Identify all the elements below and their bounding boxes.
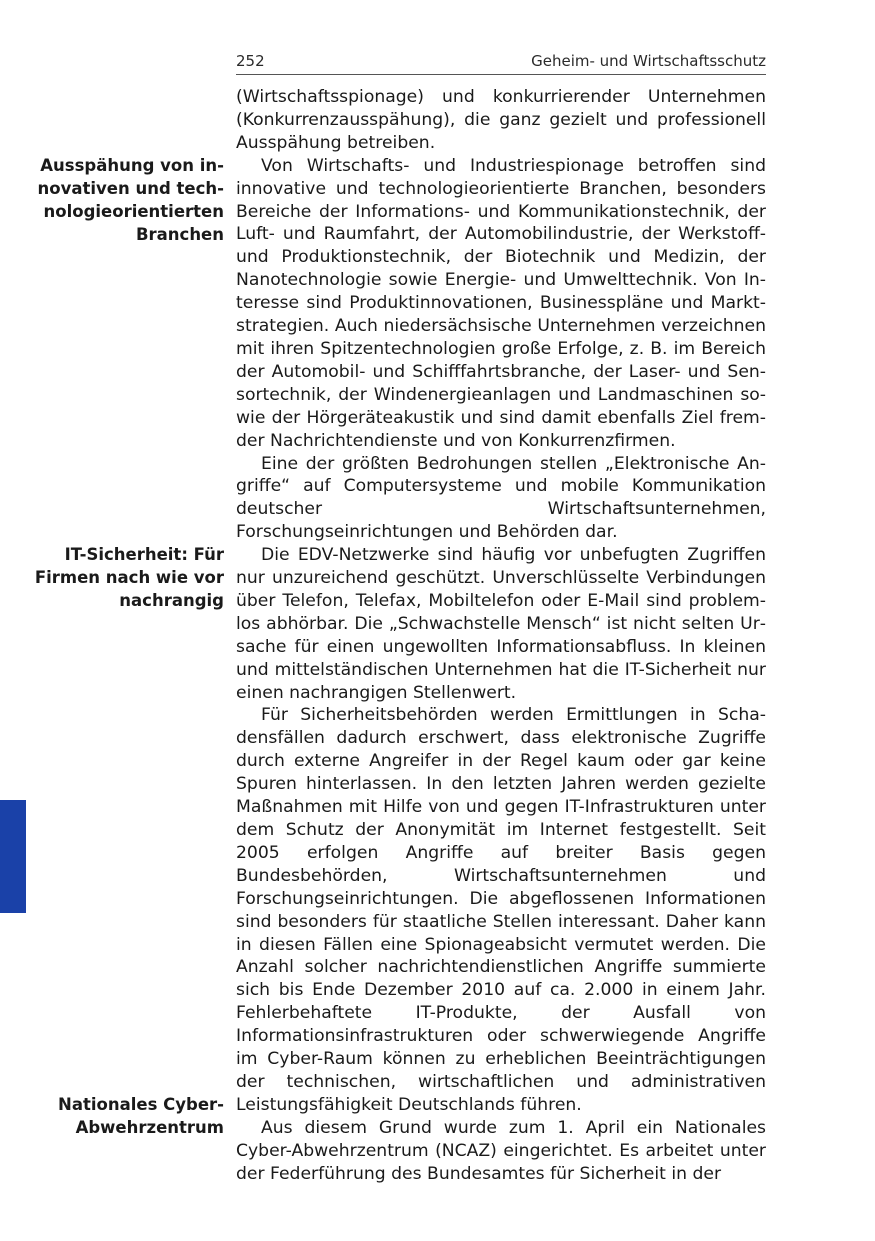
margin-note-cyber-center: Nationales Cyber-Abwehrzentrum [58, 1095, 224, 1137]
margin-note-innovation: Ausspähung von innovativen und technologieorientierten Branchen [37, 156, 224, 244]
running-header [236, 50, 766, 75]
paragraph: Für Sicherheitsbehörden werden Ermittlungen in Schadensfällen dadurch erschwert, dass elektronische Zugriffe durch externe Angreifer in der Regel kaum oder gar keine Spuren hinterlassen. In den letzten Jahren werden gezielte Maßnahmen mit Hilfe von und gegen IT-Infrastrukturen unter dem Schutz der Anonymität im Internet festgestellt. Seit 2005 erfolgen Angriffe auf breiter Basis gegen Bundesbehörden, Wirtschaftsunternehmen und Forschungseinrichtungen. Die abgeflossenen Informationen sind besonders für staatliche Stellen interessant. Daher kann in diesen Fällen eine Spionageabsicht vermutet werden. Die Anzahl solcher nachrichtendienstlichen Angriffe summierte sich bis Ende Dezember 2010 auf ca. 2.000 in einem Jahr. Fehlerbehaftete IT-Produkte, der Ausfall von Informationsinfrastrukturen oder schwerwiegende Angriffe im Cyber-Raum können zu erheblichen Beeinträchtigungen der technischen, wirtschaftlichen und administrativen Leistungsfähigkeit Deutschlands führen. [236, 705, 766, 1115]
paragraph: Eine der größten Bedrohungen stellen „Elektronische Angriffe“ auf Computersysteme und mobile Kommunikation deutscher Wirtschaftsunternehmen, Forschungseinrichtungen und Behörden dar. [236, 453, 766, 543]
body-text [236, 86, 766, 1186]
chapter-tab-marker [0, 800, 26, 913]
paragraph: Aus diesem Grund wurde zum 1. April ein Nationales Cyber-Abwehrzentrum (NCAZ) eingerichtet. Es arbeitet unter der Federführung des Bundesamtes für Sicherheit in der [236, 1117, 766, 1184]
paragraph: Die EDV-Netzwerke sind häufig vor unbefugten Zugriffen nur unzureichend geschützt. Unverschlüsselte Verbindungen über Telefon, Telefax, Mobiltelefon oder E-Mail sind problemlos abhörbar. Die „Schwachstelle Mensch“ ist nicht selten Ursache für einen ungewollten Informationsabfluss. In kleinen und mittelständischen Unternehmen hat die IT-Sicherheit nur einen nachrangigen Stellenwert. [236, 545, 766, 703]
paragraph: Von Wirtschafts- und Industriespionage betroffen sind innovative und technologieorientierte Branchen, besonders Bereiche der Informations- und Kommunikationstechnik, der Luft- und Raumfahrt, der Automobilindustrie, der Werkstoff- und Produktionstechnik, der Biotechnik und Medizin, der Nanotechnologie sowie Energie- und Umwelttechnik. Von Interesse sind Produktinnovationen, Businesspläne und Marktstrategien. Auch niedersächsische Unternehmen verzeichnen mit ihren Spitzentechnologien große Erfolge, z. B. im Bereich der Automobil- und Schifffahrtsbranche, der Laser- und Sensortechnik, der Windenergieanlagen und Landmaschinen sowie der Hörgeräteakustik und sind damit ebenfalls Ziel fremder Nachrichtendienste und von Konkurrenzfirmen. [236, 155, 766, 451]
paragraph: (Wirtschaftsspionage) und konkurrierender Unternehmen (Konkurrenzausspähung), die ganz gezielt und professionell Ausspähung betreiben. [236, 87, 766, 153]
margin-note-it-security: IT-Sicherheit: Für Firmen nach wie vor nachrangig [34, 545, 224, 610]
page-number: 252 [236, 52, 265, 70]
running-title: Geheim- und Wirtschaftsschutz [531, 52, 766, 70]
